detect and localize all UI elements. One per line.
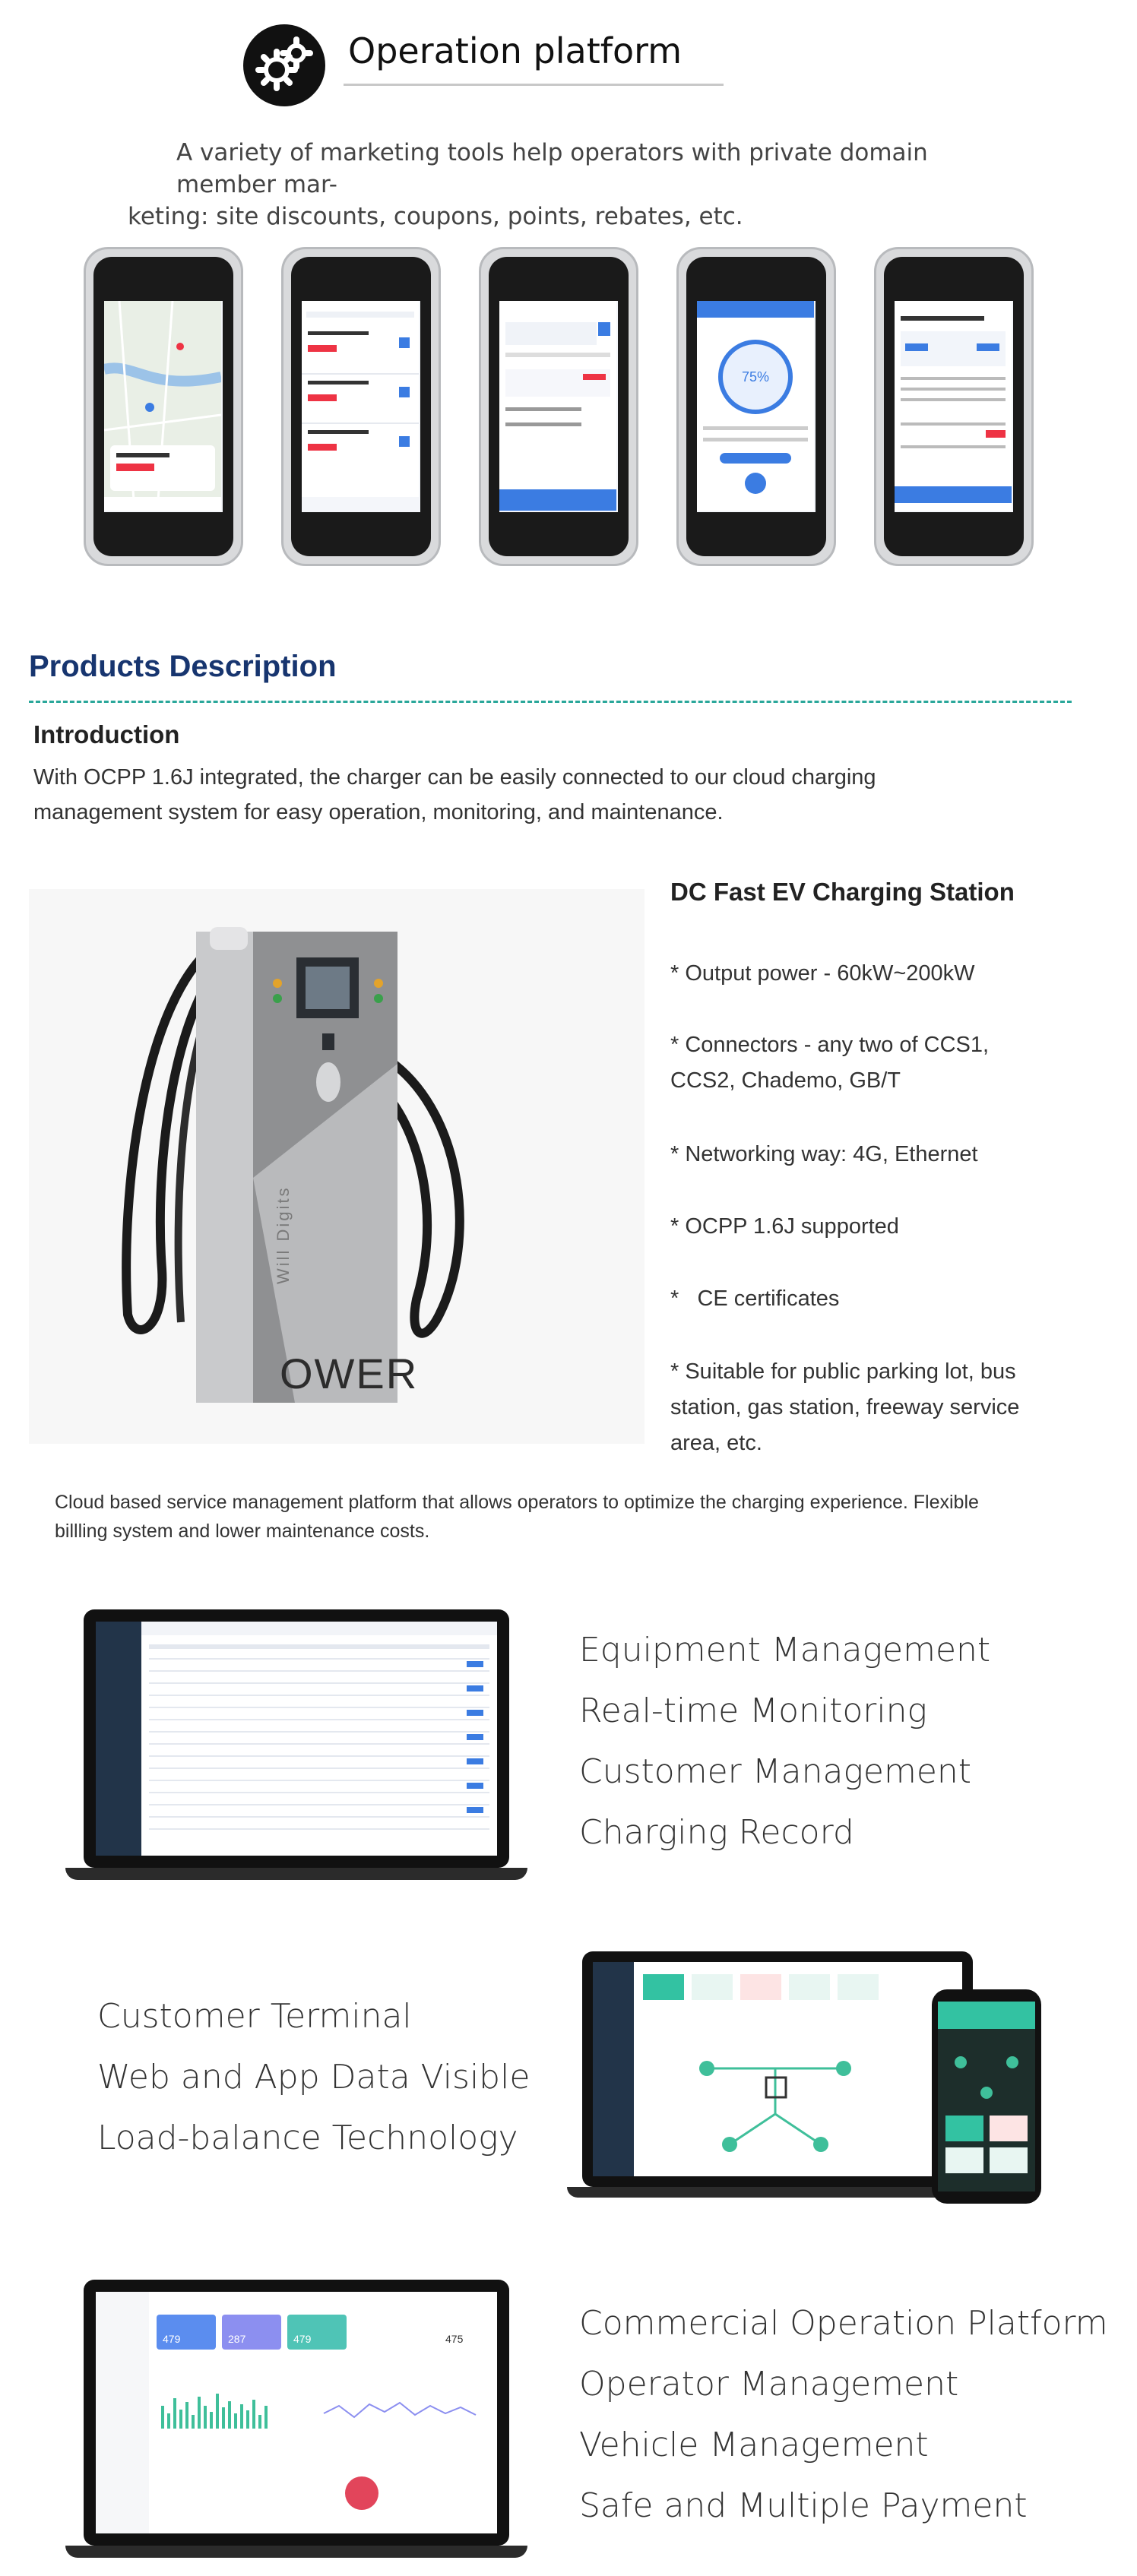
phone-order-screen xyxy=(479,247,638,566)
spec-connectors xyxy=(670,1027,1081,1099)
stat-value-2: 287 xyxy=(228,2333,246,2345)
svg-text:75%: 75% xyxy=(741,369,770,385)
laptop-commercial-dashboard xyxy=(84,2280,509,2546)
marketing-intro-line-1: A variety of marketing tools help operators with private domain member mar- xyxy=(176,139,928,198)
cloud-line-2: billling system and lower maintenance costs. xyxy=(55,1521,430,1542)
phone-station-list-screen xyxy=(281,247,441,566)
section-title: Products Description xyxy=(29,650,337,683)
laptop-topology-dashboard xyxy=(582,1951,973,2187)
feature-load-balance: Load-balance Technology xyxy=(97,2119,518,2157)
charger-image xyxy=(29,889,645,1444)
feature-customer-terminal: Customer Terminal xyxy=(97,1997,412,2036)
stat-value-1: 479 xyxy=(163,2333,181,2345)
stat-value-3: 479 xyxy=(293,2333,312,2345)
phone-order-detail-screen xyxy=(874,247,1034,566)
phone-app-topology xyxy=(932,1989,1041,2204)
spec-ce: * CE certificates xyxy=(670,1286,840,1311)
introduction-line-2: management system for easy operation, monitoring, and maintenance. xyxy=(33,800,724,824)
introduction-heading: Introduction xyxy=(33,720,180,748)
charger-brand-text: Will Digits xyxy=(274,1185,293,1284)
feature-vehicle-management: Vehicle Management xyxy=(579,2426,929,2464)
stat-value-4: 475 xyxy=(445,2333,464,2345)
phone-map-screen xyxy=(84,247,243,566)
charger-power-text: OWER xyxy=(280,1350,419,1397)
phone-charging-progress-screen xyxy=(676,247,836,566)
feature-safe-payment: Safe and Multiple Payment xyxy=(579,2486,1028,2525)
feature-equipment-management: Equipment Management xyxy=(579,1631,991,1669)
spec-title: DC Fast EV Charging Station xyxy=(670,878,1015,906)
introduction-body xyxy=(33,760,1052,830)
features-list-c xyxy=(579,2293,1108,2536)
page-title: Operation platform xyxy=(348,30,682,71)
spec-ocpp: * OCPP 1.6J supported xyxy=(670,1214,899,1239)
feature-customer-management: Customer Management xyxy=(579,1752,972,1791)
marketing-intro xyxy=(128,137,1017,233)
title-underline xyxy=(344,84,724,86)
spec-output-power: * Output power - 60kW~200kW xyxy=(670,961,975,986)
features-list-a xyxy=(579,1620,990,1863)
marketing-intro-line-2: keting: site discounts, coupons, points, rebates, etc. xyxy=(128,203,743,230)
spec-suitable-line-1: * Suitable for public parking lot, bus xyxy=(670,1359,1016,1384)
features-list-b xyxy=(97,1986,530,2169)
introduction-line-1: With OCPP 1.6J integrated, the charger can be easily connected to our cloud charging xyxy=(33,765,876,790)
spec-suitable-line-2: station, gas station, freeway service xyxy=(670,1395,1020,1419)
spec-suitable-line-3: area, etc. xyxy=(670,1431,762,1455)
spec-networking: * Networking way: 4G, Ethernet xyxy=(670,1142,978,1166)
feature-real-time-monitoring: Real-time Monitoring xyxy=(579,1691,927,1730)
section-divider xyxy=(29,701,1072,703)
spec-connectors-line-1: * Connectors - any two of CCS1, xyxy=(670,1033,990,1057)
feature-commercial-operation: Commercial Operation Platform xyxy=(579,2304,1108,2343)
cloud-platform-text xyxy=(55,1488,1066,1546)
spec-suitable xyxy=(670,1354,1081,1461)
feature-web-app-data: Web and App Data Visible xyxy=(97,2058,530,2097)
spec-connectors-line-2: CCS2, Chademo, GB/T xyxy=(670,1068,901,1093)
cloud-line-1: Cloud based service management platform that allows operators to optimize the charging experience. Flexible xyxy=(55,1492,979,1513)
laptop-table-dashboard xyxy=(84,1609,509,1868)
feature-operator-management: Operator Management xyxy=(579,2365,959,2404)
gears-icon xyxy=(243,24,325,106)
feature-charging-record: Charging Record xyxy=(579,1813,854,1852)
